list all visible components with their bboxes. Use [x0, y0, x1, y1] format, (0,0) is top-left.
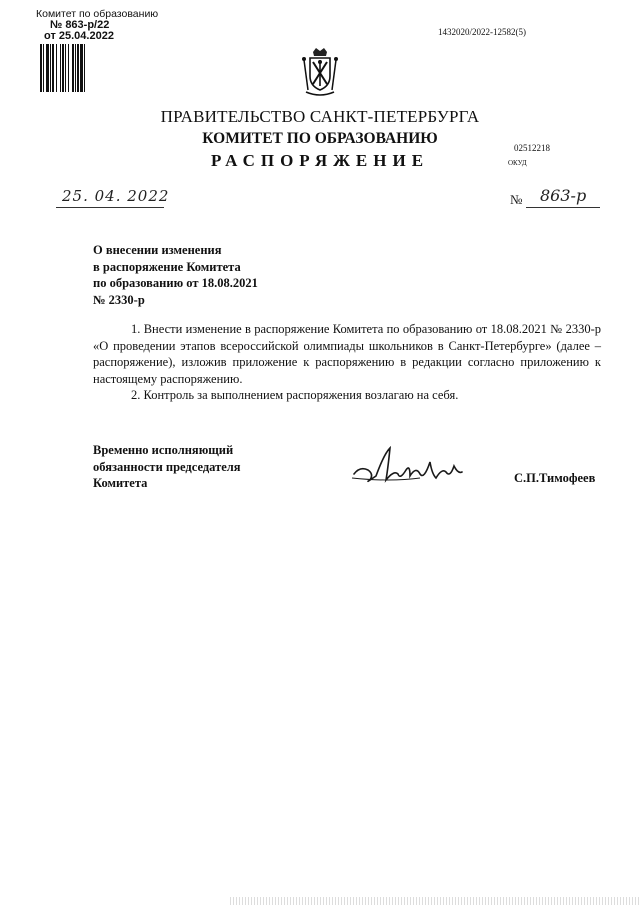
barcode-icon: [40, 44, 116, 92]
registration-stamp: [36, 9, 158, 42]
date-underline: [56, 207, 164, 208]
stamp-line-1: Комитет по образованию: [36, 8, 159, 20]
document-type-title: РАСПОРЯЖЕНИЕ: [210, 151, 430, 170]
okud-label: ОКУД: [508, 159, 527, 167]
subject-line-3: по образованию от 18.08.2021: [93, 276, 258, 290]
body-paragraph-1: 1. Внести изменение в распоряжение Комитета по образованию от 18.08.2021 № 2330-р «О проведении этапов всероссийской олимпиады школьников в Санкт-Петербурге» (далее – распоряжение), изложив приложение к распоряжению в редакции согласно приложению к настоящему распоряжению.: [93, 322, 601, 386]
document-subject: [93, 242, 353, 308]
number-underline: [526, 207, 600, 208]
scan-edge: [230, 897, 640, 905]
registration-number: 1432020/2022-12582(5): [438, 27, 526, 37]
body-paragraph-2: 2. Контроль за выполнением распоряжения возлагаю на себя.: [131, 388, 459, 402]
coat-of-arms-icon: [298, 46, 342, 98]
signatory-title-3: Комитета: [93, 476, 148, 490]
subject-line-2: в распоряжение Комитета: [93, 259, 241, 274]
number-prefix: №: [510, 192, 523, 207]
signatory-name: С.П.Тимофеев: [514, 471, 596, 485]
document-number: 863-р: [540, 186, 587, 205]
committee-title: КОМИТЕТ ПО ОБРАЗОВАНИЮ: [202, 130, 438, 147]
stamp-line-2: № 863-р/22: [50, 19, 110, 31]
signatory-position: [93, 442, 313, 492]
okud-code: 02512218: [514, 143, 550, 153]
handwritten-signature-icon: [350, 444, 480, 492]
barcode-bar: [85, 44, 87, 92]
document-date: 25. 04. 2022: [62, 187, 170, 205]
signatory-title-2: обязанности председателя: [93, 459, 241, 474]
government-title: ПРАВИТЕЛЬСТВО САНКТ-ПЕТЕРБУРГА: [160, 107, 480, 126]
subject-line-1: О внесении изменения: [93, 243, 222, 257]
signatory-title-1: Временно исполняющий: [93, 443, 234, 457]
stamp-line-3: от 25.04.2022: [44, 30, 114, 42]
subject-line-4: № 2330-р: [93, 292, 145, 307]
